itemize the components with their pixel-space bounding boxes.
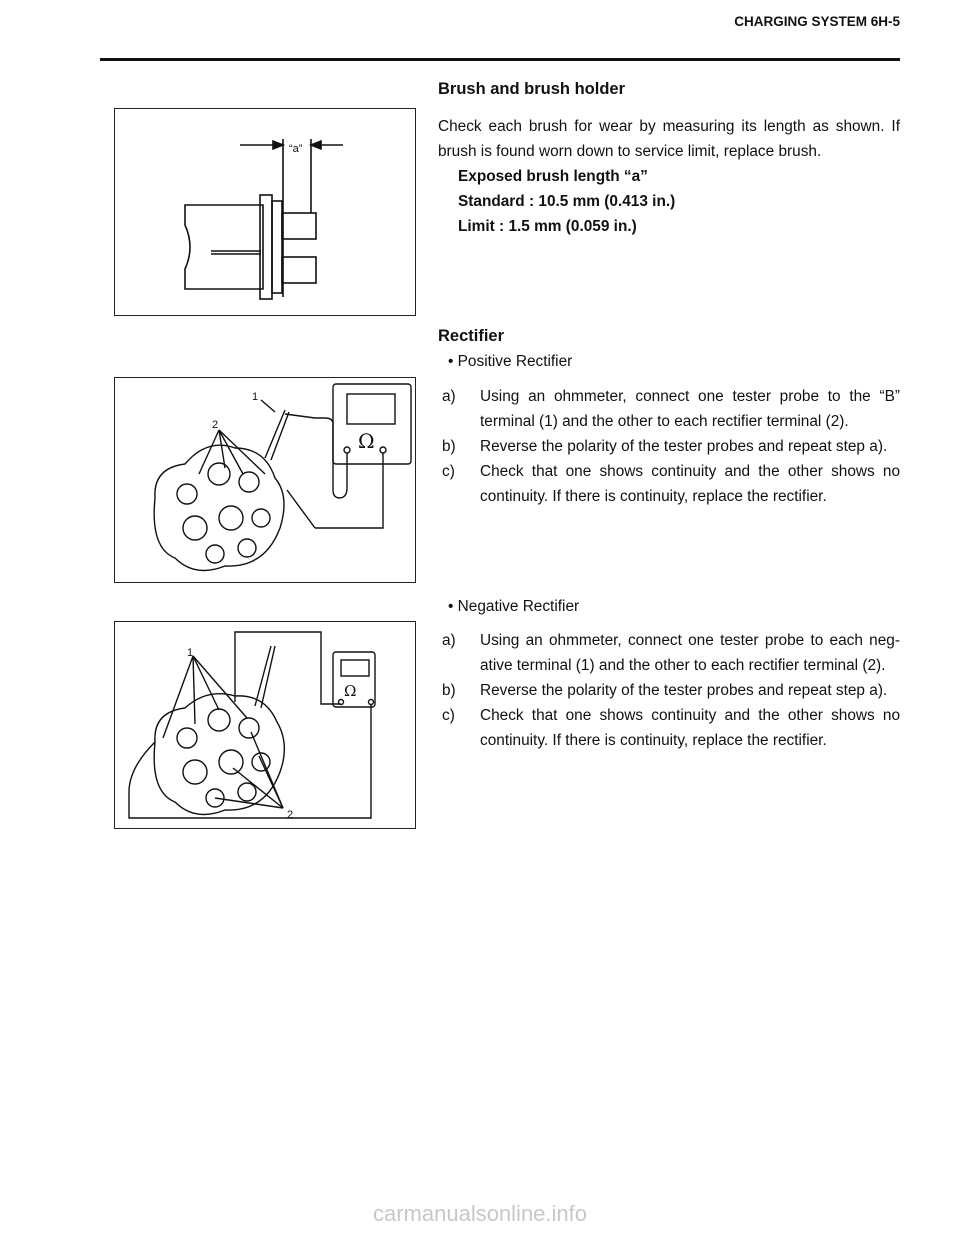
- step-text: Check that one shows continuity and the other shows no continuity. If there is continuity, replace the rectifier.: [480, 707, 900, 749]
- ohm-symbol: Ω: [344, 682, 357, 700]
- negative-rectifier-bullet: • Negative Rectifier: [448, 598, 580, 615]
- step-item: [438, 628, 900, 678]
- negative-rectifier-label: Negative Rectifier: [457, 598, 580, 615]
- step-text: Check that one shows continuity and the other shows no continuity. If there is continuity, replace the rectifier.: [480, 463, 900, 505]
- spec-title: Exposed brush length “a”: [458, 168, 648, 185]
- step-text: Reverse the polarity of the tester probes and repeat step a).: [480, 438, 888, 455]
- rectifier-heading: Rectifier: [438, 327, 505, 345]
- positive-steps: [438, 384, 900, 509]
- figure-label-2: 2: [212, 419, 219, 431]
- positive-rectifier-label: Positive Rectifier: [457, 353, 573, 370]
- footer-watermark[interactable]: carmanualsonline.info: [372, 1201, 588, 1226]
- ohm-symbol: Ω: [358, 429, 375, 453]
- negative-steps: [438, 628, 900, 753]
- step-item: [438, 678, 900, 703]
- dimension-a-label: “a”: [289, 143, 303, 155]
- brush-holder-figure: [114, 108, 416, 316]
- figure-label-1: 1: [187, 647, 194, 659]
- figure-label-1: 1: [252, 391, 259, 403]
- brush-holder-diagram: [115, 109, 415, 315]
- negative-rectifier-diagram: [115, 622, 415, 828]
- step-key: c): [442, 463, 455, 480]
- step-text: Using an ohmmeter, connect one tester probe to the “B” terminal (1) and the other to each rectifier terminal (2).: [480, 388, 900, 430]
- figure-label-2: 2: [287, 809, 294, 821]
- step-key: a): [442, 632, 456, 649]
- step-item: [438, 459, 900, 509]
- positive-rectifier-figure: [114, 377, 416, 583]
- spec-standard: Standard : 10.5 mm (0.413 in.): [458, 193, 676, 210]
- spec-limit: Limit : 1.5 mm (0.059 in.): [458, 218, 637, 235]
- brush-paragraph: Check each brush for wear by measuring its length as shown. If brush is found worn down to service limit, replace brush.: [438, 118, 900, 160]
- step-key: b): [442, 438, 456, 455]
- step-item: [438, 434, 900, 459]
- step-text: Using an ohmmeter, connect one tester probe to each neg-ative terminal (1) and the other to each rectifier terminal (2).: [480, 632, 900, 674]
- step-key: b): [442, 682, 456, 699]
- negative-rectifier-figure: [114, 621, 416, 829]
- step-item: [438, 703, 900, 753]
- positive-rectifier-diagram: [115, 378, 415, 582]
- page-header-title: CHARGING SYSTEM 6H-5: [734, 14, 900, 29]
- step-text: Reverse the polarity of the tester probes and repeat step a).: [480, 682, 888, 699]
- brush-heading: Brush and brush holder: [438, 80, 626, 98]
- positive-rectifier-bullet: • Positive Rectifier: [448, 353, 573, 370]
- step-key: a): [442, 388, 456, 405]
- step-item: [438, 384, 900, 434]
- step-key: c): [442, 707, 455, 724]
- header-rule: [100, 58, 900, 61]
